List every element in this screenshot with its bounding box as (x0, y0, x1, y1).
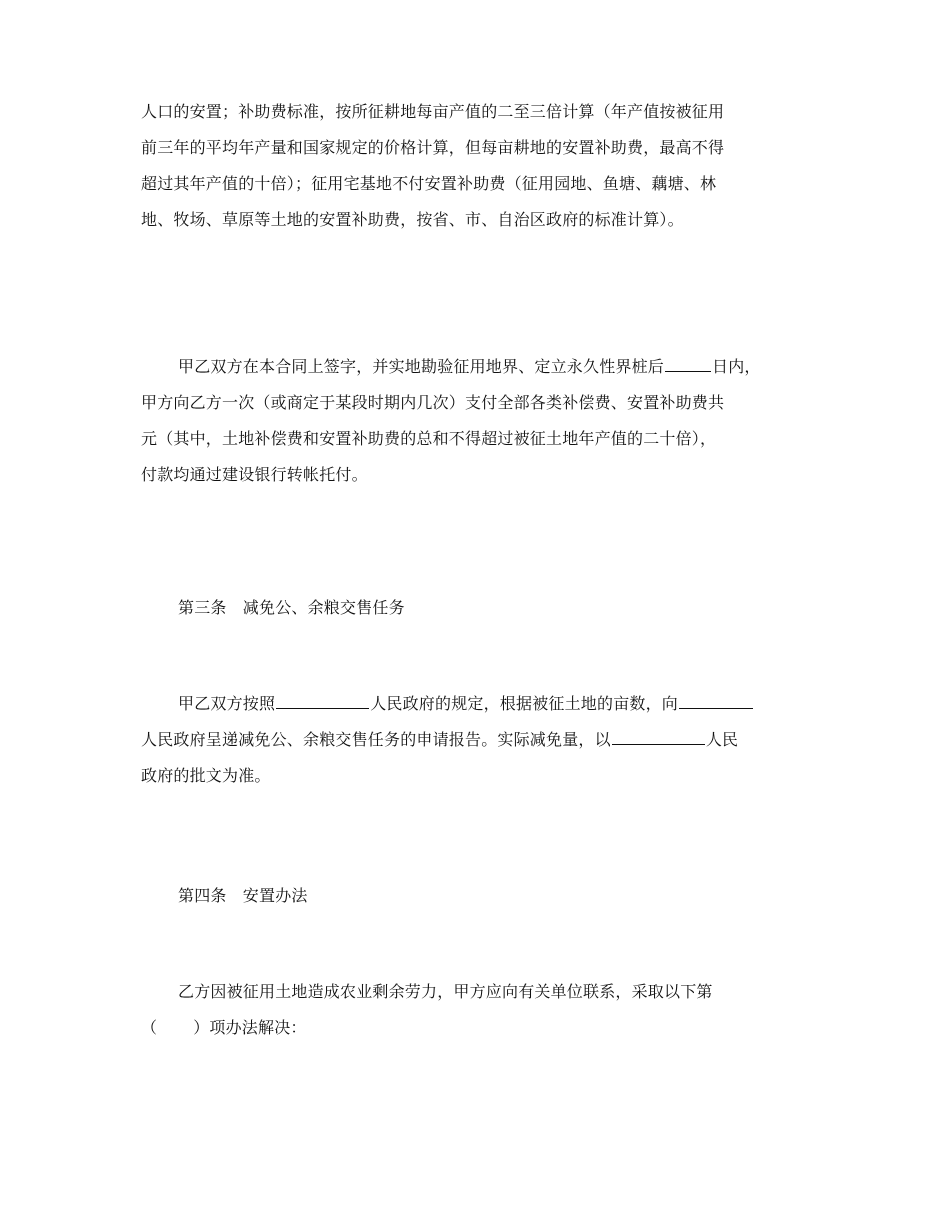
fill-in-blank-government[interactable] (276, 691, 369, 709)
text-line: 付款均通过建设银行转帐托付。 (141, 465, 368, 484)
text-line (141, 722, 811, 758)
text-segment: ）项办法解决： (193, 1018, 307, 1037)
paragraph-payment-terms (141, 349, 811, 493)
text-segment: 甲乙双方在本合同上签字，并实地勘验征用地界、定立永久性界桩后 (178, 357, 665, 376)
text-line: 前三年的平均年产量和国家规定的价格计算，但每亩耕地的安置补助费，最高不得 (141, 138, 725, 157)
text-line (141, 686, 811, 722)
text-segment: 日内， (712, 357, 761, 376)
text-line: 超过其年产值的十倍）；征用宅基地不付安置补助费（征用园地、鱼塘、藕塘、林 (141, 174, 717, 193)
paragraph-land-compensation (141, 94, 811, 238)
text-line: 地、牧场、草原等土地的安置补助费，按省、市、自治区政府的标准计算）。 (141, 210, 684, 229)
text-segment: 人民 (705, 730, 739, 749)
text-line: 政府的批文为准。 (141, 766, 271, 785)
article-3-heading (141, 590, 811, 626)
fill-in-blank-government[interactable] (679, 691, 753, 709)
section-heading: 第三条 减免公、余粮交售任务 (178, 598, 405, 617)
text-line: 甲方向乙方一次（或商定于某段时期内几次）支付全部各类补偿费、安置补助费共 (141, 393, 725, 412)
text-line: 乙方因被征用土地造成农业剩余劳力，甲方应向有关单位联系，采取以下第 (178, 982, 713, 1001)
text-segment: 甲乙双方按照 (178, 694, 276, 713)
fill-in-blank-days[interactable] (665, 354, 711, 372)
section-heading: 第四条 安置办法 (178, 886, 308, 905)
text-line (141, 1010, 811, 1046)
text-segment: 人民政府的规定，根据被征土地的亩数，向 (370, 694, 679, 713)
text-segment: 人民政府呈递减免公、余粮交售任务的申请报告。实际减免量，以 (141, 730, 611, 749)
paragraph-resettlement (141, 974, 811, 1046)
text-line: 元（其中，土地补偿费和安置补助费的总和不得超过被征土地年产值的二十倍）， (141, 429, 717, 448)
article-4-heading (141, 878, 811, 914)
fill-in-blank-government[interactable] (612, 727, 705, 745)
text-segment: （ (141, 1018, 158, 1037)
paragraph-grain-reduction (141, 686, 811, 794)
text-line: 人口的安置；补助费标准，按所征耕地每亩产值的二至三倍计算（年产值按被征用 (141, 102, 725, 121)
text-line (141, 349, 811, 385)
